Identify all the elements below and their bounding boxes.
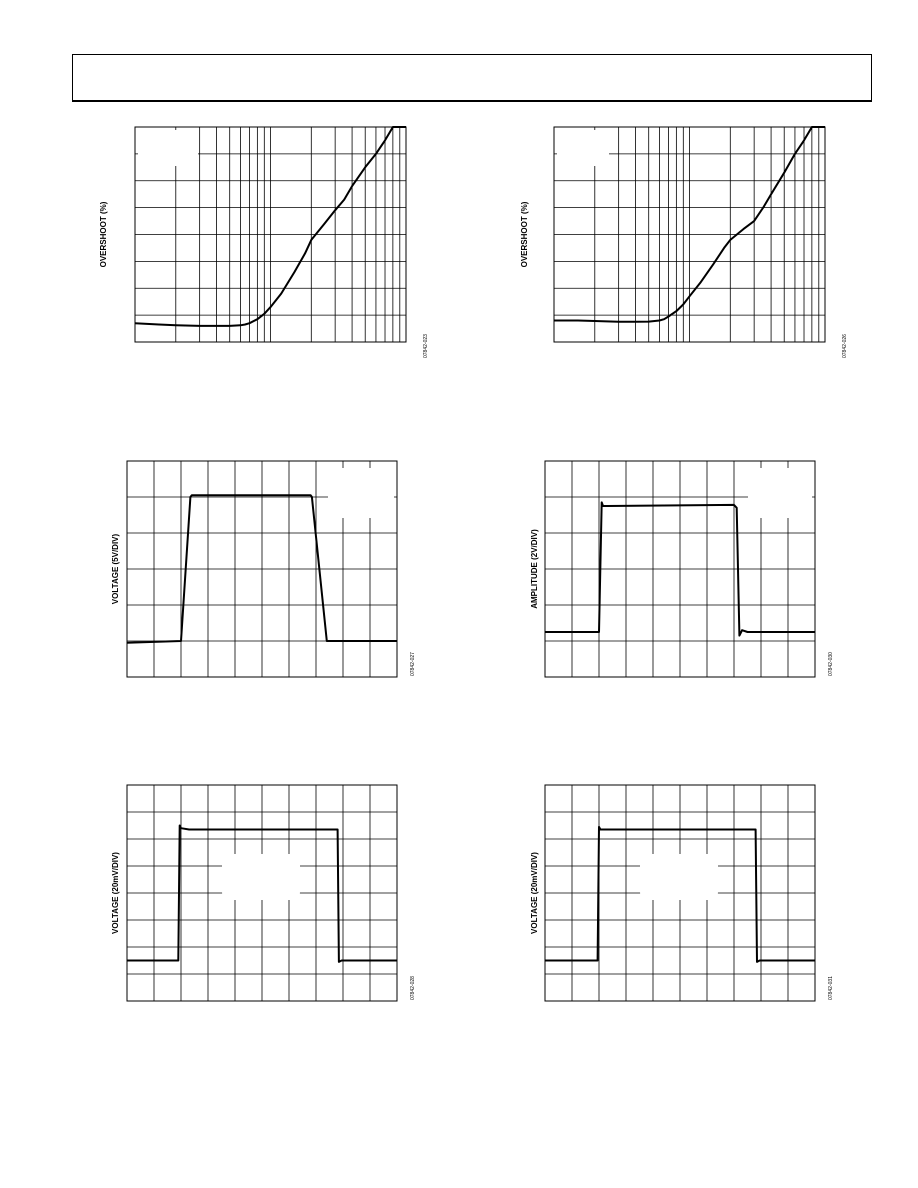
legend-area — [748, 468, 812, 518]
chart-2 — [520, 127, 848, 358]
y-axis-label: VOLTAGE (20mV/DIV) — [111, 852, 120, 934]
figure-code: 07842-027 — [410, 652, 416, 676]
chart-6 — [530, 785, 834, 1001]
y-axis-label: OVERSHOOT (%) — [99, 201, 108, 268]
y-axis-label: VOLTAGE (20mV/DIV) — [530, 852, 539, 934]
chart-1 — [99, 127, 429, 358]
y-axis-label: VOLTAGE (5V/DIV) — [111, 533, 120, 605]
chart-4 — [530, 461, 834, 677]
legend-area — [328, 468, 394, 518]
y-axis-label: AMPLITUDE (2V/DIV) — [530, 529, 539, 609]
figure-code: 07842-031 — [828, 976, 834, 1000]
figure-code: 07842-023 — [423, 334, 429, 358]
legend-area — [557, 130, 609, 166]
y-axis-label: OVERSHOOT (%) — [520, 201, 529, 268]
chart-3 — [111, 461, 416, 677]
figure-code: 07842-030 — [828, 652, 834, 676]
figure-code: 07842-028 — [410, 976, 416, 1000]
legend-area — [640, 854, 718, 900]
legend-area — [222, 854, 300, 900]
chart-5 — [111, 785, 416, 1001]
legend-area — [138, 130, 198, 166]
figure-code: 07842-026 — [842, 334, 848, 358]
